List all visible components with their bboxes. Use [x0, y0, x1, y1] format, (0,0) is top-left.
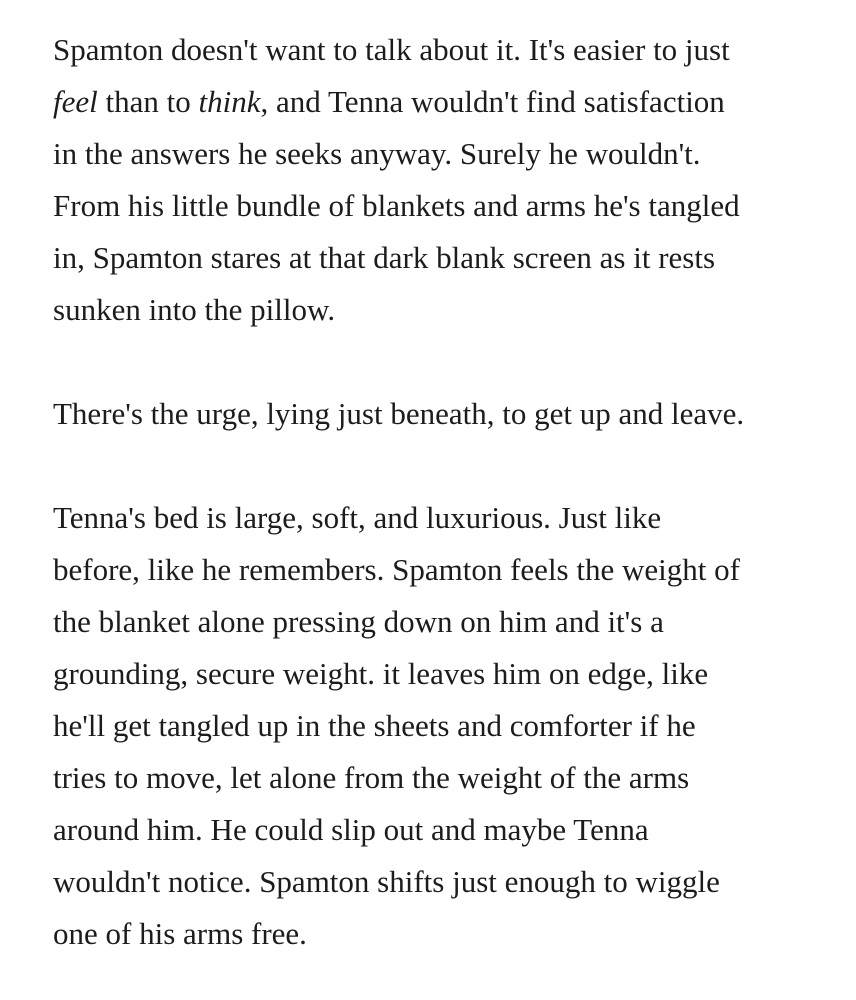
text-line: before, like he remembers. Spamton feels the weight of — [53, 552, 740, 587]
paragraph-2 — [53, 388, 843, 440]
paragraph-3 — [53, 492, 843, 960]
text-line: in, Spamton stares at that dark blank screen as it rests — [53, 240, 716, 275]
text-line: in the answers he seeks anyway. Surely he wouldn't. — [53, 136, 701, 171]
text-line: he'll get tangled up in the sheets and comforter if he — [53, 708, 696, 743]
text-line: tries to move, let alone from the weight of the arms — [53, 760, 690, 795]
emphasis-feel: feel — [53, 84, 98, 119]
text-line: Tenna's bed is large, soft, and luxurious. Just like — [53, 500, 662, 535]
paragraph-1 — [53, 24, 843, 336]
emphasis-think: think — [198, 84, 261, 119]
text-line: grounding, secure weight. it leaves him on edge, like — [53, 656, 709, 691]
text-line: around him. He could slip out and maybe Tenna — [53, 812, 649, 847]
text-line: wouldn't notice. Spamton shifts just enough to wiggle — [53, 864, 720, 899]
story-text — [53, 24, 843, 960]
text-segment: , and Tenna wouldn't find satisfaction — [260, 84, 725, 119]
text-line: There's the urge, lying just beneath, to get up and leave. — [53, 396, 745, 431]
text-line — [53, 76, 843, 128]
text-line: sunken into the pillow. — [53, 292, 336, 327]
text-line: Spamton doesn't want to talk about it. It's easier to just — [53, 32, 730, 67]
text-segment: than to — [97, 84, 199, 119]
text-line: From his little bundle of blankets and arms he's tangled — [53, 188, 740, 223]
text-line: one of his arms free. — [53, 916, 307, 951]
text-line: the blanket alone pressing down on him and it's a — [53, 604, 664, 639]
